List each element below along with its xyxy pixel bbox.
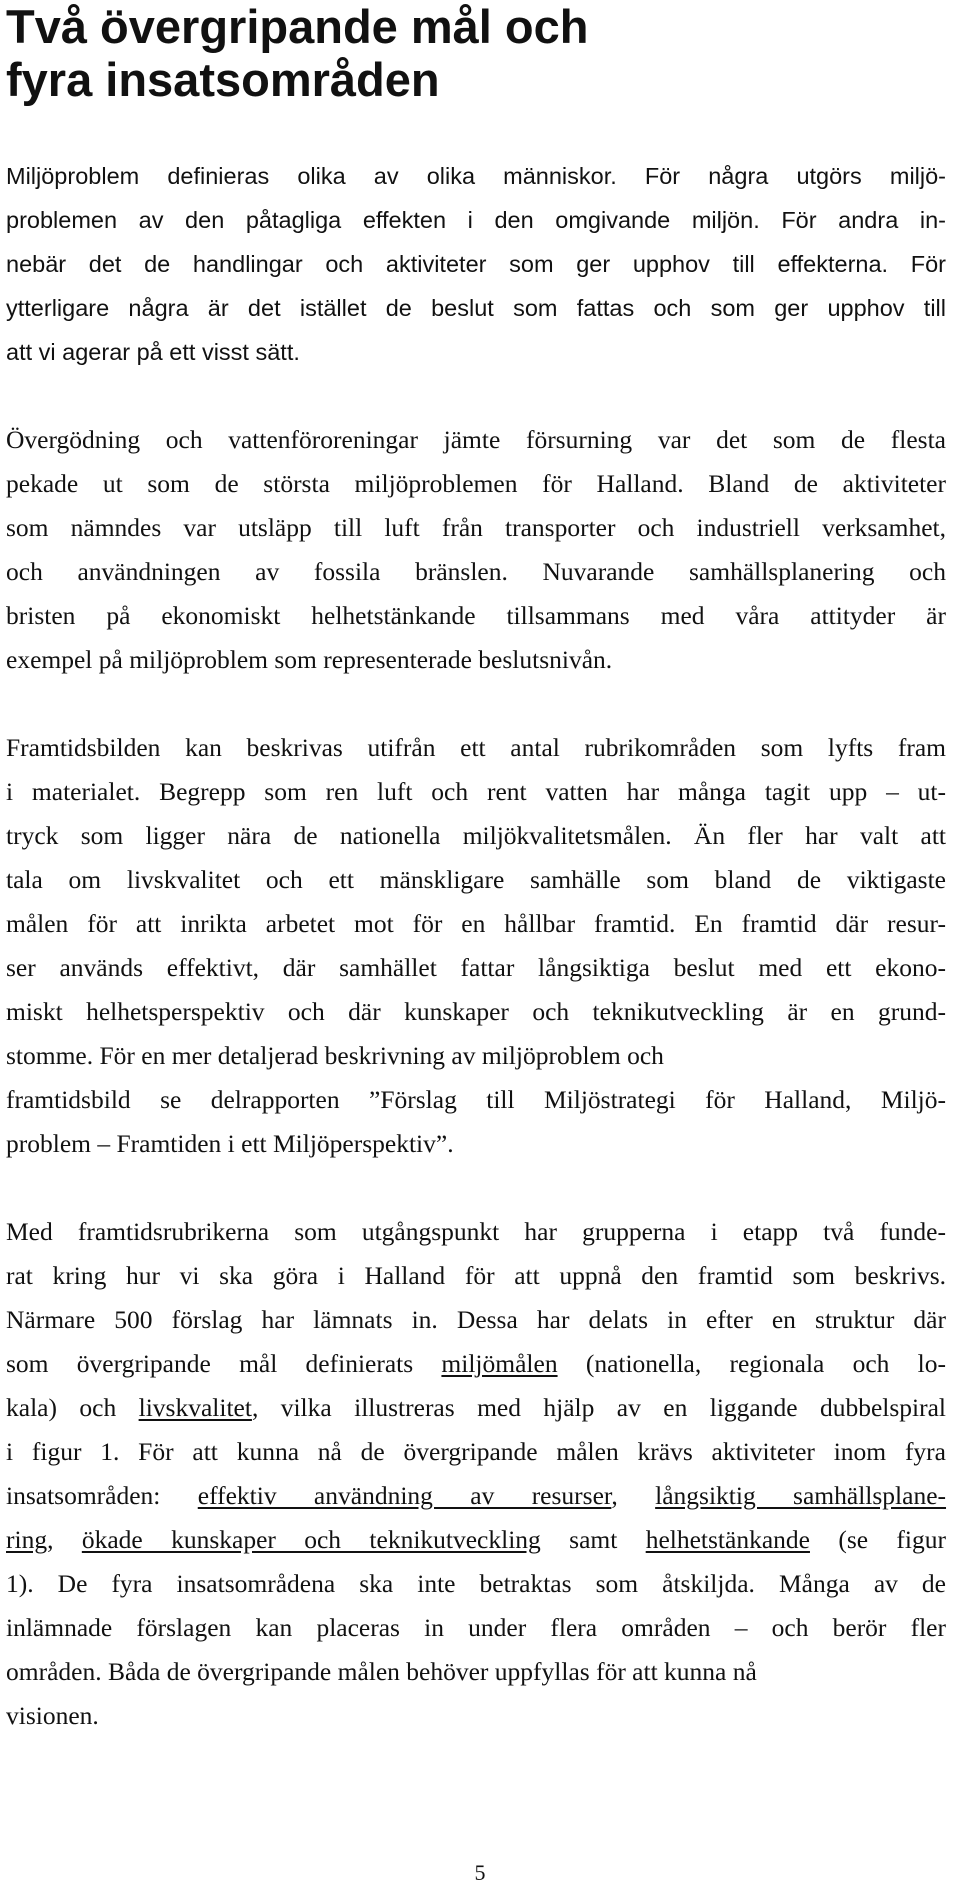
term-effektiv-anvandning: effektiv användning av resurser: [197, 1481, 612, 1510]
text-line: bristen på ekonomiskt helhetstänkande tillsammans med våra attityder är: [6, 601, 946, 630]
term-langsiktig-samhallsplanering: långsiktig samhällsplane-: [655, 1481, 947, 1510]
text-line: att vi agerar på ett visst sätt.: [6, 339, 300, 365]
text-line: Miljöproblem definieras olika av olika människor. För några utgörs miljö-: [6, 163, 946, 189]
text-line: stomme. För en mer detaljerad beskrivning av miljöproblem och: [6, 1041, 664, 1070]
text-line: Med framtidsrubrikerna som utgångspunkt har grupperna i etapp två funde-: [6, 1217, 946, 1246]
text-line: som nämndes var utsläpp till luft från transporter och industriell verksamhet,: [6, 513, 946, 542]
text-line: inlämnade förslagen kan placeras in under flera områden – och berör fler: [6, 1613, 946, 1642]
text-run: kala) och: [6, 1393, 139, 1422]
text-line: och användningen av fossila bränslen. Nuvarande samhällsplanering och: [6, 557, 946, 586]
text-line: problemen av den påtagliga effekten i den omgivande miljön. För andra in-: [6, 207, 946, 233]
text-line: ser används effektivt, där samhället fattar långsiktiga beslut med ett ekono-: [6, 953, 946, 982]
text-line: ytterligare några är det istället de beslut som fattas och som ger upphov till: [6, 295, 946, 321]
text-run: som övergripande mål definierats: [6, 1349, 442, 1378]
paragraph-definitions: [6, 154, 946, 374]
text-run: , vilka illustreras med hjälp av en liggande dubbelspiral: [251, 1393, 947, 1422]
title-line: fyra insatsområden: [6, 53, 440, 106]
text-line: problem – Framtiden i ett Miljöperspektiv”.: [6, 1129, 454, 1158]
text-line: nebär det de handlingar och aktiviteter som ger upphov till effekterna. För: [6, 251, 946, 277]
paragraph-problems: [6, 418, 946, 682]
term-okade-kunskaper: ökade kunskaper och teknikutveckling: [81, 1525, 541, 1554]
text-run: ,: [47, 1525, 82, 1554]
text-line: [6, 1342, 946, 1386]
text-line: miskt helhetsperspektiv och där kunskaper och teknikutveckling är en grund-: [6, 997, 946, 1026]
text-line: visionen.: [6, 1701, 99, 1730]
text-line: pekade ut som de största miljöproblemen för Halland. Bland de aktiviteter: [6, 469, 946, 498]
text-line: Övergödning och vattenföroreningar jämte försurning var det som de flesta: [6, 425, 946, 454]
text-line: tryck som ligger nära de nationella miljökvalitetsmålen. Än fler har valt att: [6, 821, 946, 850]
text-line: områden. Båda de övergripande målen behöver uppfyllas för att kunna nå: [6, 1657, 757, 1686]
text-run: (nationella, regionala och lo-: [557, 1349, 946, 1378]
text-line: i figur 1. För att kunna nå de övergripande målen krävs aktiviteter inom fyra: [6, 1437, 946, 1466]
page-title: [6, 0, 946, 106]
text-line: [6, 1474, 946, 1518]
text-line: Närmare 500 förslag har lämnats in. Dessa har delats in efter en struktur där: [6, 1305, 946, 1334]
text-line: [6, 1518, 946, 1562]
text-line: exempel på miljöproblem som representerade beslutsnivån.: [6, 645, 613, 674]
text-run: samt: [540, 1525, 646, 1554]
text-line: rat kring hur vi ska göra i Halland för att uppnå den framtid som beskrivs.: [6, 1261, 946, 1290]
page-number: 5: [474, 1860, 486, 1885]
text-run: ,: [611, 1481, 656, 1510]
term-langsiktig-samhallsplanering-cont: ring: [6, 1525, 48, 1554]
text-run: (se figur: [809, 1525, 946, 1554]
text-line: 1). De fyra insatsområdena ska inte betraktas som åtskiljda. Många av de: [6, 1569, 946, 1598]
text-line: Framtidsbilden kan beskrivas utifrån ett antal rubrikområden som lyfts fram: [6, 733, 946, 762]
paragraph-focus-areas: [6, 1210, 946, 1738]
text-run: insatsområden:: [6, 1481, 198, 1510]
term-livskvalitet: livskvalitet: [138, 1393, 252, 1422]
text-line: [6, 1386, 946, 1430]
paragraph-future: [6, 726, 946, 1166]
term-helhetstankande: helhetstänkande: [645, 1525, 810, 1554]
text-line: framtidsbild se delrapporten ”Förslag till Miljöstrategi för Halland, Miljö-: [6, 1085, 946, 1114]
text-line: målen för att inrikta arbetet mot för en hållbar framtid. En framtid där resur-: [6, 909, 946, 938]
title-line: Två övergripande mål och: [6, 0, 589, 53]
text-line: tala om livskvalitet och ett mänskligare samhälle som bland de viktigaste: [6, 865, 946, 894]
text-line: i materialet. Begrepp som ren luft och rent vatten har många tagit upp – ut-: [6, 777, 946, 806]
term-miljomalen: miljömålen: [441, 1349, 558, 1378]
